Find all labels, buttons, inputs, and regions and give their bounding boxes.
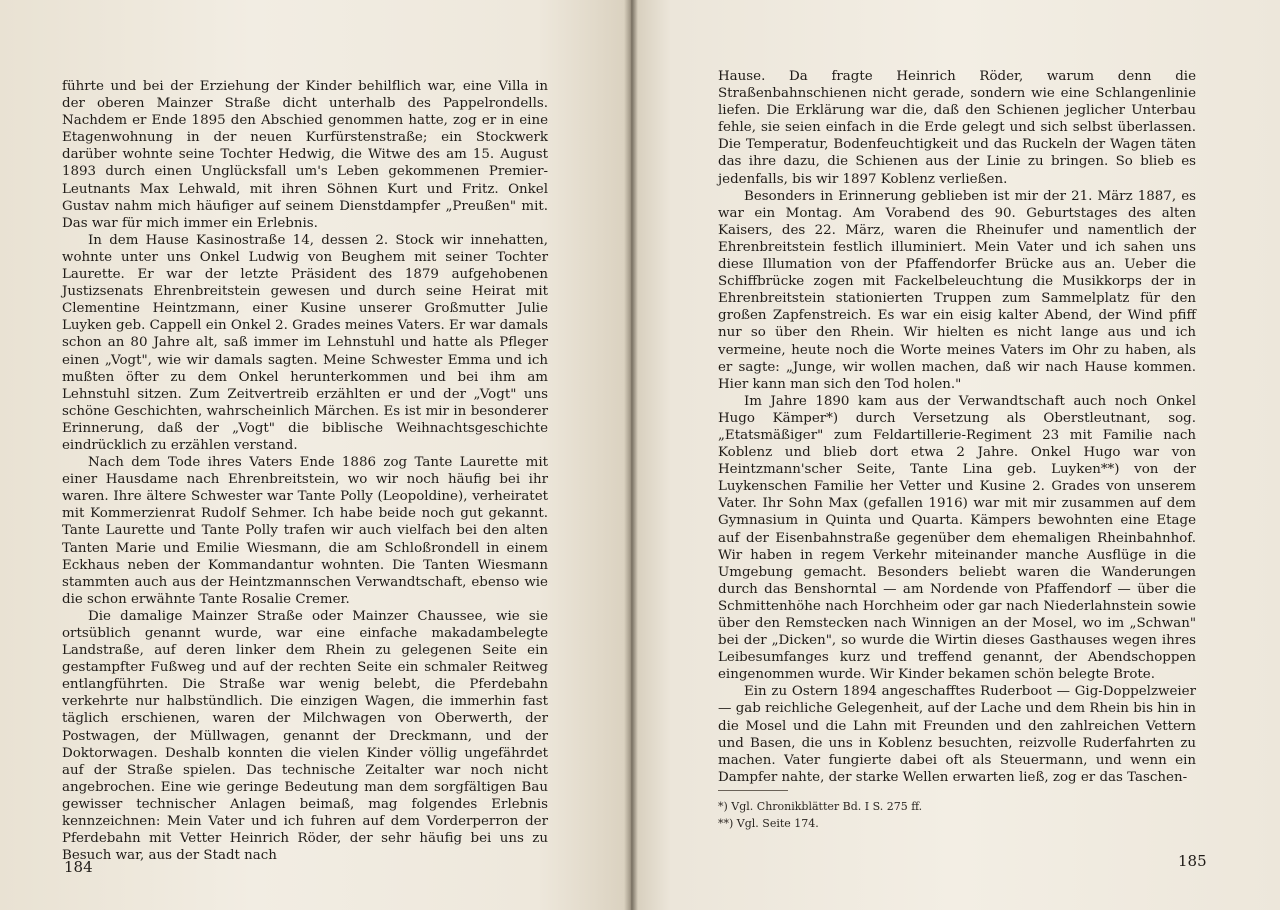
footnote: **) Vgl. Seite 174. bbox=[718, 817, 819, 830]
paragraph: Ein zu Ostern 1894 angeschafftes Ruderboot — Gig-Doppelzweier — gab reichliche Gelegenheit, auf der Lache und dem Rhein bis hin in die Mosel und die Lahn mit Freunden und den zahlreichen Vettern und Basen, die uns in Koblenz besuchten, reizvolle Ruderfahrten zu machen. Vater fungierte dabei oft als Steuermann, und wenn ein Dampfer nahte, der starke Wellen erwarten ließ, zog er das Taschen- bbox=[718, 684, 1196, 785]
paragraph: In dem Hause Kasinostraße 14, dessen 2. Stock wir innehatten, wohnte unter uns Onkel Ludwig von Beughem mit seiner Tochter Laurette. Er war der letzte Präsident des 1879 aufgehobenen Justizsenats Ehrenbreitstein gewesen und durch seine Heirat mit Clementine Heintzmann, einer Kusine unserer Großmutter Julie Luyken geb. Cappell ein Onkel 2. Grades meines Vaters. Er war damals schon an 80 Jahre alt, saß immer im Lehnstuhl und hatte als Pfleger einen „Vogt", wie wir damals sagten. Meine Schwester Emma und ich mußten öfter zu dem Onkel herunterkommen und bei ihm am Lehnstuhl sitzen. Zum Zeitvertreib erzählten er und der „Vogt" uns schöne Geschichten, wahrscheinlich Märchen. Es ist mir in besonderer Erinnerung, daß der „Vogt" die biblische Weihnachtsgeschichte eindrücklich zu erzählen verstand. bbox=[62, 232, 548, 453]
footnote-separator bbox=[718, 790, 788, 791]
paragraph: Besonders in Erinnerung geblieben ist mir der 21. März 1887, es war ein Montag. Am Vorabend des 90. Geburtstages des alten Kaisers, des 22. März, waren die Rheinufer und namentlich der Ehrenbreitstein festlich illuminiert. Mein Vater und ich sahen uns diese Illumation von der Pfaffendorfer Brücke aus an. Ueber die Schiffbrücke zogen mit Fackelbeleuchtung die Musikkorps der in Ehrenbreitstein stationierten Truppen zum Sammelplatz für den großen Zapfenstreich. Es war ein eisig kalter Abend, der Wind pfiff nur so über den Rhein. Wir hielten es nicht lange aus und ich vermeine, heute noch die Worte meines Vaters im Ohr zu haben, als er sagte: „Junge, wir wollen machen, daß wir nach Hause kommen. Hier kann man sich den Tod holen." bbox=[718, 188, 1196, 392]
book-gutter bbox=[624, 0, 638, 910]
paragraph: Die damalige Mainzer Straße oder Mainzer Chaussee, wie sie ortsüblich genannt wurde, war eine einfache makadambelegte Landstraße, auf deren linker dem Rhein zu gelegenen Seite ein gestampfter Fußweg und auf der rechten Seite ein schmaler Reitweg entlangführten. Die Straße war wenig belebt, die Pferdebahn verkehrte nur halbstündlich. Die einzigen Wagen, die immerhin fast täglich erschienen, waren der Milchwagen von Oberwerth, der Postwagen, der Müllwagen, genannt der Dreckmann, und der Doktorwagen. Deshalb konnten die vielen Kinder völlig ungefährdet auf der Straße spielen. Das technische Zeitalter war noch nicht angebrochen. Eine wie geringe Bedeutung man dem sorgfältigen Bau gewisser technischer Anlagen beimaß, mag folgendes Erlebnis kennzeichnen: Mein Vater und ich fuhren auf dem Vorderperron der Pferdebahn mit Vetter Heinrich Röder, der sehr häufig bei uns zu Besuch war, aus der Stadt nach bbox=[62, 608, 548, 864]
left-page bbox=[0, 0, 632, 910]
paragraph: führte und bei der Erziehung der Kinder behilflich war, eine Villa in der oberen Mainzer Straße dicht unterhalb des Pappelrondells. Nachdem er Ende 1895 den Abschied genommen hatte, zog er in eine Etagenwohnung in der neuen Kurfürstenstraße; ein Stockwerk darüber wohnte seine Tochter Hedwig, die Witwe des am 15. August 1893 durch einen Unglücksfall um's Leben gekommenen Premier-Leutnants Max Lehwald, mit ihren Söhnen Kurt und Fritz. Onkel Gustav nahm mich häufiger auf seinem Dienstdampfer „Preußen" mit. Das war für mich immer ein Erlebnis. bbox=[62, 79, 548, 231]
paragraph: Im Jahre 1890 kam aus der Verwandtschaft auch noch Onkel Hugo Kämper*) durch Versetzung als Oberstleutnant, sog. „Etatsmäßiger" zum Feldartillerie-Regiment 23 mit Familie nach Koblenz und blieb dort etwa 2 Jahre. Onkel Hugo war von Heintzmann'scher Seite, Tante Lina geb. Luyken**) von der Luykenschen Familie her Vetter und Kusine 2. Grades von unserem Vater. Ihr Sohn Max (gefallen 1916) war mit mir zusammen auf dem Gymnasium in Quinta und Quarta. Kämpers bewohnten eine Etage auf der Eisenbahnstraße gegenüber dem ehemaligen Rheinbahnhof. Wir haben in regem Verkehr miteinander manche Ausflüge in die Umgebung gemacht. Besonders beliebt waren die Wanderungen durch das Benshorntal — am Nordende von Pfaffendorf — über die Schmittenhöhe nach Horchheim oder gar nach Niederlahnstein sowie über den Remstecken nach Winnigen an der Mosel, wo im „Schwan" bei der „Dicken", so wurde die Wirtin dieses Gasthauses wegen ihres Leibesumfanges kurz und treffend genannt, der Abendschoppen eingenommen wurde. Wir Kinder bekamen schön belegte Brote. bbox=[718, 393, 1196, 683]
footnotes bbox=[718, 798, 1118, 832]
right-page bbox=[632, 0, 1280, 910]
page-number: 185 bbox=[1178, 852, 1207, 870]
left-page-text bbox=[62, 78, 548, 864]
paragraph: Nach dem Tode ihres Vaters Ende 1886 zog Tante Laurette mit einer Hausdame nach Ehrenbreitstein, wo wir noch häufig bei ihr waren. Ihre ältere Schwester war Tante Polly (Leopoldine), verheiratet mit Kommerzienrat Rudolf Sehmer. Ich habe beide noch gut gekannt. Tante Laurette und Tante Polly trafen wir auch vielfach bei den alten Tanten Marie und Emilie Wiesmann, die am Schloßrondell in einem Eckhaus neben der Kommandantur wohnten. Die Tanten Wiesmann stammten auch aus der Heintzmannschen Verwandtschaft, ebenso wie die schon erwähnte Tante Rosalie Cremer. bbox=[62, 455, 548, 607]
page-number: 184 bbox=[64, 858, 93, 876]
paragraph: Hause. Da fragte Heinrich Röder, warum denn die Straßenbahnschienen nicht gerade, sondern wie eine Schlangenlinie liefen. Die Erklärung war die, daß den Schienen jeglicher Unterbau fehle, sie seien einfach in die Erde gelegt und sich selbst überlassen. Die Temperatur, Bodenfeuchtigkeit und das Ruckeln der Wagen täten das ihre dazu, die Schienen aus der Linie zu bringen. So blieb es jedenfalls, bis wir 1897 Koblenz verließen. bbox=[718, 69, 1196, 187]
footnote: *) Vgl. Chronikblätter Bd. I S. 275 ff. bbox=[718, 800, 923, 813]
right-page-text bbox=[718, 68, 1196, 786]
